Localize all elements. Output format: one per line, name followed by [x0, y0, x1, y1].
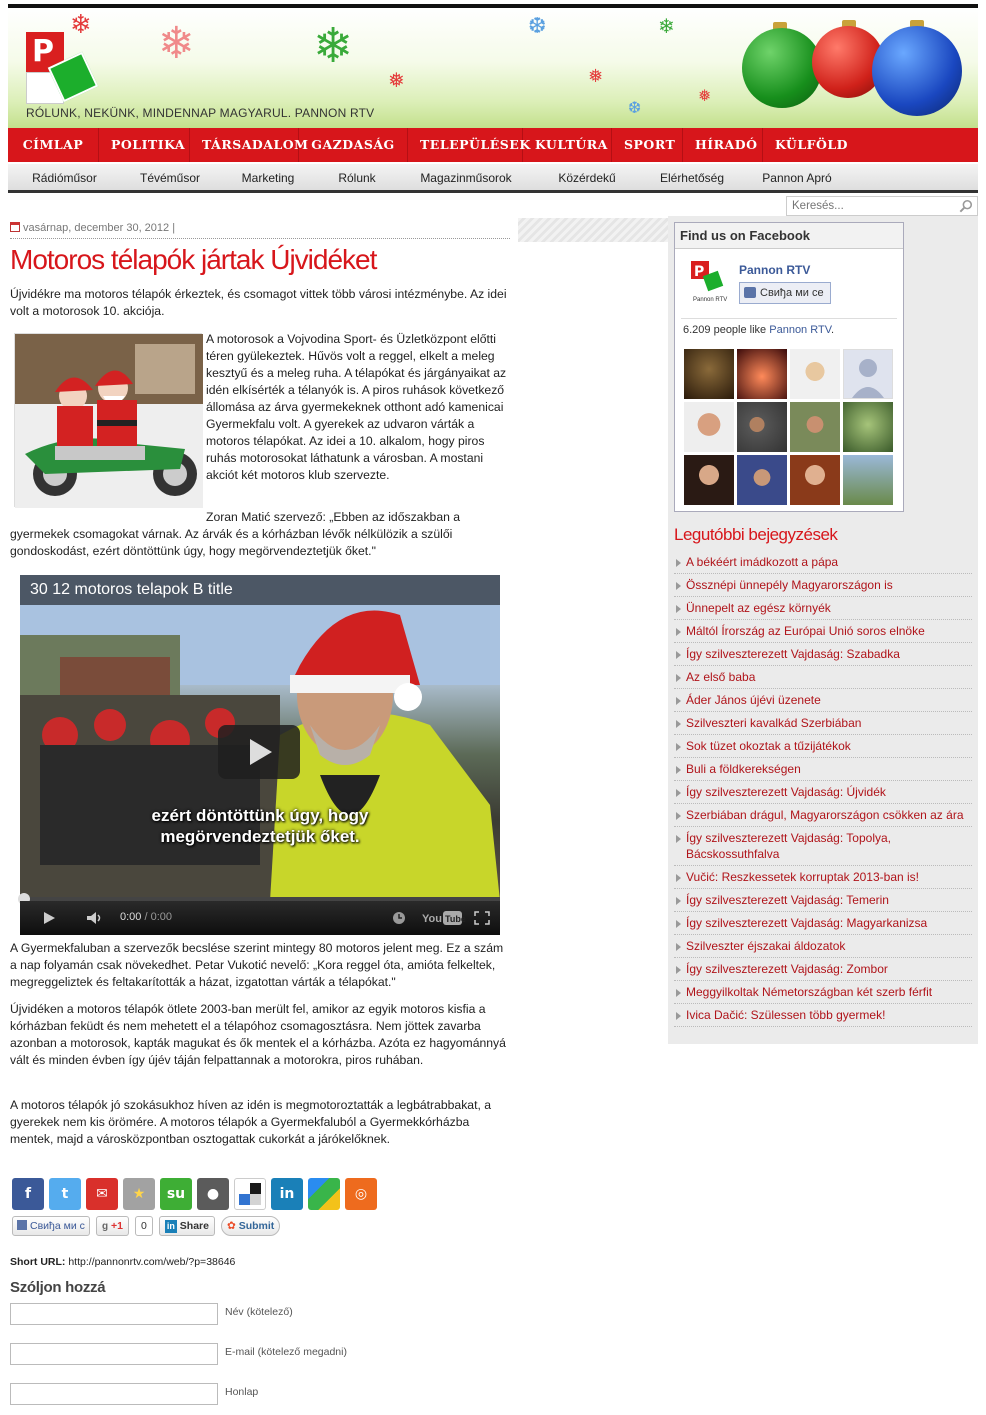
- recent-post-link[interactable]: Áder János újévi üzenete: [674, 689, 972, 712]
- svg-text:Pannon RTV: Pannon RTV: [693, 297, 728, 303]
- santa-motorcycle-image: [14, 333, 202, 507]
- stumbleupon-submit-button[interactable]: ✿ Submit: [221, 1216, 280, 1236]
- paragraph-closing: A motoros télapók jó szokásukhoz híven az idén is megmotoroztatták a legbátrabbakat, a gyerekek nem kis örömére. A motoros télapók a Gyermekfaluból a Gyermekkórházba mentek, majd a városközpontban osztogattak cukorkát a járókelőknek.: [10, 1098, 492, 1146]
- favorites-icon[interactable]: ★: [123, 1178, 155, 1210]
- recent-post-link[interactable]: Így szilveszterezett Vajdaság: Szabadka: [674, 643, 972, 666]
- recent-post-link[interactable]: Így szilveszterezett Vajdaság: Topolya, Bácskossuthfalva: [674, 827, 972, 866]
- orkut-icon[interactable]: ◎: [345, 1178, 377, 1210]
- linkedin-icon[interactable]: in: [271, 1178, 303, 1210]
- recent-post-link[interactable]: Szilveszteri kavalkád Szerbiában: [674, 712, 972, 735]
- calendar-icon: [10, 222, 20, 232]
- twitter-icon[interactable]: t: [49, 1178, 81, 1210]
- fan-avatar[interactable]: [843, 455, 893, 505]
- recent-post-link[interactable]: Össznépi ünnepély Magyarországon is: [674, 574, 972, 597]
- youtube-logo-icon[interactable]: [422, 910, 466, 926]
- nav-item-kultura[interactable]: KULTÚRA: [523, 128, 612, 162]
- subnav-item-radiomusor[interactable]: Rádióműsor: [32, 171, 97, 185]
- facebook-like-button[interactable]: Свиђа ми се: [739, 282, 831, 304]
- sub-nav: [8, 164, 978, 193]
- snowflake-icon: ❄: [70, 10, 92, 40]
- facebook-icon[interactable]: f: [12, 1178, 44, 1210]
- recent-post-link[interactable]: Máltól Írország az Európai Unió soros elnöke: [674, 620, 972, 643]
- comment-heading: Szóljon hozzá: [10, 1279, 106, 1296]
- thumb-icon: [17, 1220, 27, 1230]
- snowflake-icon: ❆: [528, 14, 547, 39]
- recent-post-link[interactable]: Vučić: Reszkessetek korruptak 2013-ban is!: [674, 866, 972, 889]
- gplus-button[interactable]: g +1: [96, 1216, 129, 1236]
- snowflake-icon: ❅: [588, 66, 604, 87]
- recent-post-link[interactable]: Így szilveszterezett Vajdaság: Magyarkanizsa: [674, 912, 972, 935]
- paragraph-gyermekfalu: A Gyermekfaluban a szervezők becslése szerint mintegy 80 motoros jelent meg. Ez a szám a nap folyamán csak növekedhet. Petar Vukotić nevelő: „Kora reggel óta, amióta felkeltek, megreggeliztek és feltakarították a házat, izgatottan várták a télapókat.": [10, 941, 504, 989]
- facebook-likes-count: 6.209 people like Pannon RTV.: [683, 324, 835, 336]
- search-input[interactable]: [787, 197, 947, 215]
- subnav-item-elerhetoseg[interactable]: Elérhetőség: [659, 171, 725, 185]
- volume-icon[interactable]: [86, 911, 104, 925]
- video-player[interactable]: [20, 575, 500, 935]
- fan-avatar[interactable]: [790, 402, 840, 452]
- site-logo[interactable]: [26, 32, 102, 104]
- recent-post-link[interactable]: Így szilveszterezett Vajdaság: Zombor: [674, 958, 972, 981]
- nav-item-gazdasag[interactable]: GAZDASÁG: [299, 128, 408, 162]
- paragraph-history: Újvidéken a motoros télapók ötlete 2003-ban merült fel, amikor az egyik motoros kisfia a kórházban feküdt és nem mehetett el a télapóhoz csomagosztásra. Nem jöttek zavarba azonban a motorosok, kapták magukat és ők mentek el a kórházba. Azóta ez hagyománnyá vált és minden évben így újév táján felpattannak a motorokra, piros ruhában.: [10, 1002, 506, 1067]
- paragraph-quote-organizer: Zoran Matić szervező: „Ebben az időszakban a gyermekek csomagokat várnak. Az árvák és a kórházban lévők nélkülözik a szülői gondoskodást, ezért döntöttünk úgy, hogy megörvendeztetjük őket.": [10, 510, 461, 558]
- subnav-item-marketing[interactable]: Marketing: [241, 171, 295, 185]
- delicious-icon[interactable]: [234, 1178, 266, 1210]
- subnav-item-rolunk[interactable]: Rólunk: [338, 171, 376, 185]
- share-buttons: [12, 1216, 280, 1236]
- facebook-page-name[interactable]: Pannon RTV: [739, 263, 811, 277]
- video-controls: [20, 901, 500, 935]
- svg-text:P: P: [694, 264, 705, 280]
- fb-like-button[interactable]: Свиђа ми с: [12, 1216, 90, 1236]
- pannon-logo-thumb[interactable]: [691, 261, 731, 305]
- website-label: Honlap: [225, 1386, 259, 1398]
- recent-post-link[interactable]: Ivica Dačić: Szülessen több gyermek!: [674, 1004, 972, 1027]
- subnav-item-pannon-apro[interactable]: Pannon Apró: [762, 171, 832, 185]
- facebook-fans: [684, 349, 893, 505]
- post-title[interactable]: Motoros télapók jártak Újvidéket: [10, 244, 377, 275]
- recent-post-link[interactable]: Az első baba: [674, 666, 972, 689]
- fan-avatar[interactable]: [684, 455, 734, 505]
- facebook-widget: [674, 222, 904, 512]
- snowflake-icon: ❄: [158, 18, 195, 69]
- main-nav: [8, 128, 978, 162]
- share-icons: [12, 1178, 377, 1210]
- recent-post-link[interactable]: Ünnepelt az egész környék: [674, 597, 972, 620]
- facebook-widget-heading: Find us on Facebook: [675, 223, 903, 249]
- snowflake-icon: ❆: [628, 98, 642, 117]
- email-icon[interactable]: ✉: [86, 1178, 118, 1210]
- snowflake-icon: ❅: [388, 68, 405, 92]
- watch-later-icon[interactable]: [392, 911, 406, 925]
- nav-item-kulfold[interactable]: KÜLFÖLD: [775, 137, 849, 152]
- snowflake-icon: ❅: [698, 86, 712, 105]
- fan-avatar[interactable]: [790, 455, 840, 505]
- fan-avatar[interactable]: [737, 402, 787, 452]
- stumbleupon-icon[interactable]: su: [160, 1178, 192, 1210]
- ornament-green: [742, 28, 822, 108]
- fan-avatar[interactable]: [843, 402, 893, 452]
- play-icon[interactable]: [42, 911, 56, 925]
- fullscreen-icon[interactable]: [474, 911, 490, 925]
- recent-post-link[interactable]: Szilveszter éjszakai áldozatok: [674, 935, 972, 958]
- fan-avatar[interactable]: [684, 349, 734, 399]
- paragraph-gathering: A motorosok a Vojvodina Sport- és Üzletközpont előtti téren gyülekeztek. Hűvös volt a reggel, elkelt a meleg kesztyű és a meleg ruha. A télapókat és járgányaikat az idén elkísérték a télanyók is. A piros ruhások következő állomása az árva gyermekeknek otthont adó kamenicai Gyermekfalu volt. A gyerekek az udvaron várták a motoros télapókat. Az idei a 10. alkalom, hogy piros ruhás motorosokat láthatunk a városban. A mostani akciót két motoros klub szervezte.: [206, 332, 507, 482]
- svg-text:Tube: Tube: [445, 914, 466, 924]
- fan-avatar[interactable]: [843, 349, 893, 399]
- email-label: E-mail (kötelező megadni): [225, 1346, 347, 1358]
- search-icon[interactable]: [959, 199, 973, 213]
- site-header: [8, 8, 978, 128]
- website-field[interactable]: [10, 1383, 218, 1405]
- svg-text:You: You: [422, 913, 442, 925]
- subnav-item-kozerdeku[interactable]: Közérdekű: [558, 171, 616, 185]
- nav-item-telepulesek[interactable]: TELEPÜLÉSEK: [408, 128, 523, 162]
- email-field[interactable]: [10, 1343, 218, 1365]
- nav-item-tarsadalom[interactable]: TÁRSADALOM: [190, 128, 299, 162]
- name-field[interactable]: [10, 1303, 218, 1325]
- fan-avatar[interactable]: [737, 455, 787, 505]
- google-icon[interactable]: [308, 1178, 340, 1210]
- recent-post-link[interactable]: Szerbiában drágul, Magyarországon csökken az ára: [674, 804, 972, 827]
- recent-post-link[interactable]: Meggyilkoltak Németországban két szerb férfit: [674, 981, 972, 1004]
- recent-post-link[interactable]: Így szilveszterezett Vajdaság: Temerin: [674, 889, 972, 912]
- short-url-link[interactable]: http://pannonrtv.com/web/?p=38646: [68, 1256, 236, 1268]
- linkedin-icon: in: [166, 1221, 175, 1231]
- search-box: [786, 196, 978, 216]
- linkedin-share-button[interactable]: in Share: [159, 1216, 215, 1236]
- snowflake-icon: ❄: [313, 18, 354, 74]
- short-url: Short URL: http://pannonrtv.com/web/?p=38646: [10, 1256, 236, 1268]
- stumbleupon-icon: ✿: [226, 1220, 236, 1232]
- recent-post-link[interactable]: Sok tüzet okoztak a tűzijátékok: [674, 735, 972, 758]
- video-subtitle: ezért döntöttünk úgy, hogy megörvendeztetjük őket.: [151, 806, 369, 846]
- nav-item-politika[interactable]: POLITIKA: [99, 128, 190, 162]
- play-button[interactable]: [218, 725, 300, 779]
- paragraph-intro: Újvidékre ma motoros télapók érkeztek, és csomagot vittek több városi intézménybe. Az idei volt a motorosok 10. akciója.: [10, 287, 507, 318]
- subnav-item-tevemusor[interactable]: Tévéműsor: [139, 171, 201, 185]
- gplus-count: 0: [135, 1216, 153, 1236]
- thumb-icon: [744, 287, 756, 298]
- nav-item-cimlap[interactable]: CÍMLAP: [8, 128, 99, 162]
- name-label: Név (kötelező): [225, 1306, 293, 1318]
- video-title[interactable]: 30 12 motoros telapok B title: [20, 575, 500, 605]
- nav-item-hirado[interactable]: HÍRADÓ: [683, 128, 763, 162]
- nav-item-sport[interactable]: SPORT: [612, 128, 683, 162]
- recent-post-link[interactable]: Buli a földkerekségen: [674, 758, 972, 781]
- recent-posts-list: [674, 551, 972, 1027]
- subnav-item-magazinmusorok[interactable]: Magazinműsorok: [420, 171, 512, 185]
- site-tagline: RÓLUNK, NEKÜNK, MINDENNAP MAGYARUL. PANNON RTV: [26, 106, 375, 120]
- post-date: vasárnap, december 30, 2012 |: [23, 222, 176, 234]
- reddit-icon[interactable]: ●: [197, 1178, 229, 1210]
- ornament-blue: [872, 26, 962, 116]
- recent-post-link[interactable]: Így szilveszterezett Vajdaság: Újvidék: [674, 781, 972, 804]
- logo-letter: P: [32, 34, 54, 69]
- recent-post-link[interactable]: A békéért imádkozott a pápa: [674, 551, 972, 574]
- fan-avatar[interactable]: [737, 349, 787, 399]
- fan-avatar[interactable]: [684, 402, 734, 452]
- recent-posts-heading: Legutóbbi bejegyzések: [674, 525, 838, 544]
- ad-placeholder: [518, 218, 668, 242]
- fan-avatar[interactable]: [790, 349, 840, 399]
- video-time: 0:00 / 0:00: [120, 911, 173, 923]
- post-meta: [10, 222, 510, 239]
- snowflake-icon: ❄: [658, 14, 675, 38]
